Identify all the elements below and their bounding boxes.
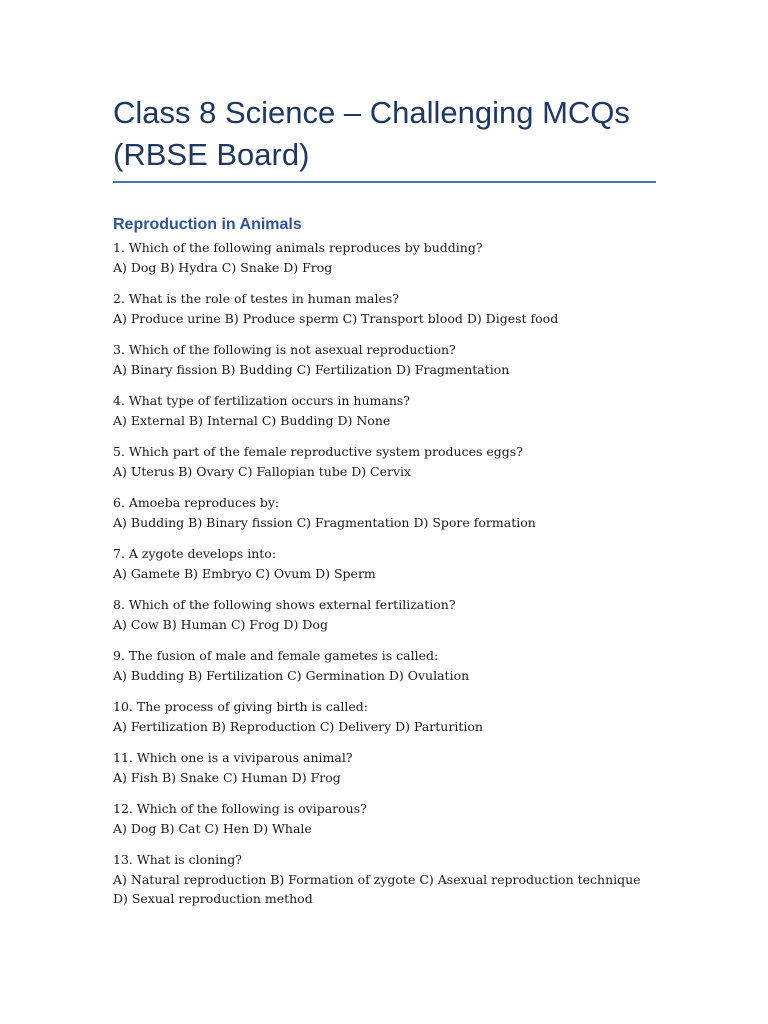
question-item xyxy=(113,544,656,583)
question-text: 11. Which one is a viviparous animal? xyxy=(113,750,353,765)
question-item xyxy=(113,748,656,787)
question-text: 6. Amoeba reproduces by: xyxy=(113,495,280,510)
question-text: 13. What is cloning? xyxy=(113,852,242,867)
question-text: 4. What type of fertilization occurs in humans? xyxy=(113,393,410,408)
answer-options: A) Binary fission B) Budding C) Fertilization D) Fragmentation xyxy=(113,361,510,377)
question-item xyxy=(113,340,656,379)
question-item xyxy=(113,442,656,481)
answer-options: A) Gamete B) Embryo C) Ovum D) Sperm xyxy=(113,565,376,581)
answer-options: A) Cow B) Human C) Frog D) Dog xyxy=(113,616,328,632)
question-item xyxy=(113,391,656,430)
page-title: Class 8 Science – Challenging MCQs (RBSE Board) xyxy=(113,95,630,172)
answer-options: A) External B) Internal C) Budding D) None xyxy=(113,412,391,428)
question-text: 12. Which of the following is oviparous? xyxy=(113,801,367,816)
answer-options: A) Fertilization B) Reproduction C) Delivery D) Parturition xyxy=(113,718,483,734)
question-text: 2. What is the role of testes in human males? xyxy=(113,291,399,306)
answer-options: A) Uterus B) Ovary C) Fallopian tube D) Cervix xyxy=(113,463,412,479)
question-item xyxy=(113,238,656,277)
question-text: 1. Which of the following animals reproduces by budding? xyxy=(113,240,483,255)
document-body xyxy=(113,92,656,921)
answer-options: A) Fish B) Snake C) Human D) Frog xyxy=(113,769,341,785)
section-heading: Reproduction in Animals xyxy=(113,216,302,233)
question-item xyxy=(113,646,656,685)
question-text: 8. Which of the following shows external fertilization? xyxy=(113,597,456,612)
answer-options: A) Budding B) Fertilization C) Germination D) Ovulation xyxy=(113,667,470,683)
question-item xyxy=(113,289,656,328)
question-text: 5. Which part of the female reproductive system produces eggs? xyxy=(113,444,523,459)
answer-options: A) Produce urine B) Produce sperm C) Transport blood D) Digest food xyxy=(113,310,559,326)
question-item xyxy=(113,850,656,909)
answer-options: A) Natural reproduction B) Formation of zygote C) Asexual reproduction technique D) Sexual reproduction method xyxy=(113,871,641,906)
title-underline-divider xyxy=(113,181,656,183)
question-text: 3. Which of the following is not asexual reproduction? xyxy=(113,342,456,357)
answer-options: A) Dog B) Hydra C) Snake D) Frog xyxy=(113,259,333,275)
question-text: 10. The process of giving birth is called: xyxy=(113,699,368,714)
question-item xyxy=(113,595,656,634)
question-text: 9. The fusion of male and female gametes is called: xyxy=(113,648,439,663)
question-item xyxy=(113,493,656,532)
answer-options: A) Budding B) Binary fission C) Fragmentation D) Spore formation xyxy=(113,514,536,530)
question-item xyxy=(113,799,656,838)
question-item xyxy=(113,697,656,736)
question-text: 7. A zygote develops into: xyxy=(113,546,277,561)
question-list xyxy=(113,238,656,909)
answer-options: A) Dog B) Cat C) Hen D) Whale xyxy=(113,820,312,836)
